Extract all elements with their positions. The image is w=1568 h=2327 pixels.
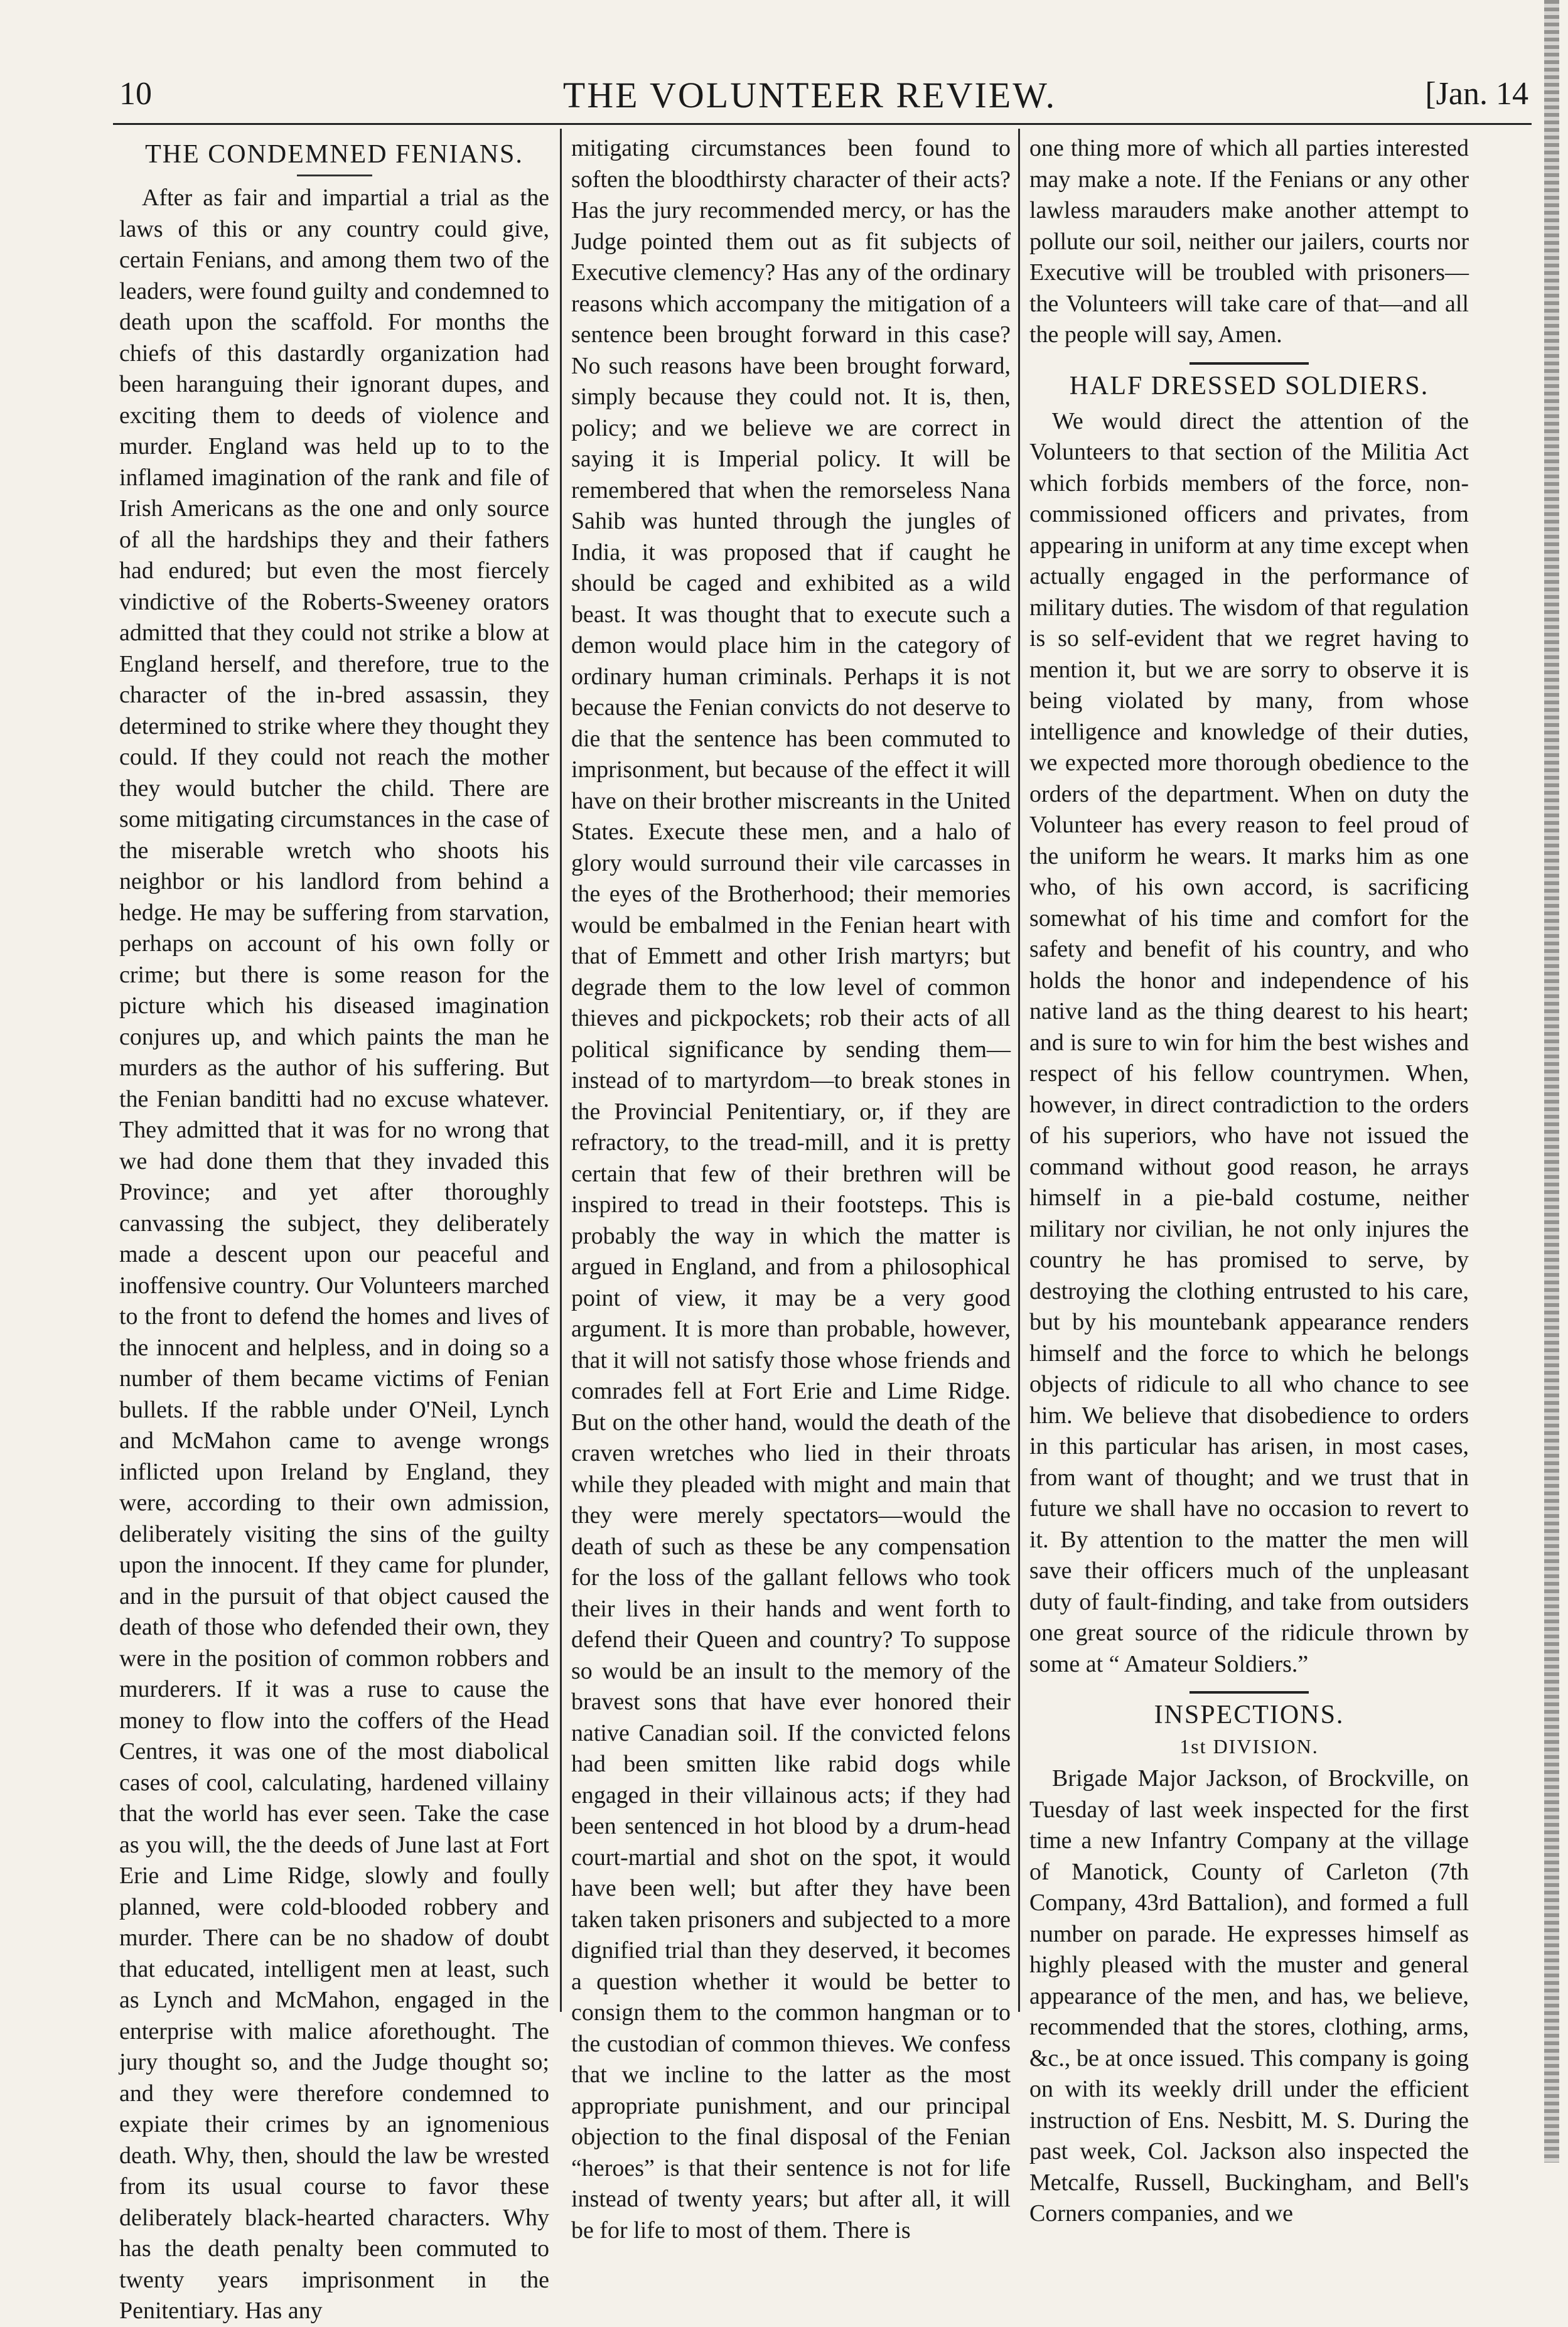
article-body-end: one thing more of which all parties interested may make a note. If the Fenians or any other lawless marauders make another attempt to pollute our soil, neither our jailers, courts nor Executive will be troubled with prisoners—the Volunteers will take care of that—and all the people will say, Amen.: [1029, 135, 1469, 348]
article-body: After as fair and impartial a trial as the laws of this or any country could give, certain Fenians, and among them two of the leaders, were found guilty and condemned to death upon the scaffold. For months the chiefs of this dastardly organization had been haranguing their ignorant dupes, and exciting them to deeds of violence and murder. England was held up to to the inflamed imagination of the rank and file of Irish Americans as the one and only source of all the hardships they and their fathers had endured; but even the most fiercely vindictive of the Roberts-Sweeney orators admitted that they could not strike a blow at England herself, and therefore, true to the character of the in-bred assassin, they determined to strike where they thought they could. If they could not reach the mother they would butcher the child. There are some mitigating circumstances in the case of the miserable wretch who shoots his neighbor or his landlord from behind a hedge. He may be suffering from starvation, perhaps on account of his own folly or crime; but there is some reason for the picture which his diseased imagination conjures up, and which paints the man he murders as the author of his suffering. But the Fenian banditti had no excuse whatever. They admitted that it was for no wrong that we had done them that they invaded this Province; and yet after thoroughly canvassing the subject, they deliberately made a descent upon our peaceful and inoffensive country. Our Volunteers marched to the front to defend the homes and lives of the innocent and helpless, and in doing so a number of them became victims of Fenian bullets. If the rabble under O'Neil, Lynch and McMahon came to avenge wrongs inflicted upon Ireland by England, they were, according to their own admission, deliberately visiting the sins of the guilty upon the innocent. If they came for plunder, and in the pursuit of that object caused the death of those who defended their own, they were in the position of common robbers and murderers. If it was a ruse to cause the money to flow into the coffers of the Head Centres, it was one of the most diabolical cases of cool, calculating, hardened villainy that the world has ever seen. Take the case as you will, the the deeds of June last at Fort Erie and Lime Ridge, slowly and foully planned, were cold-blooded robbery and murder. There can be no shadow of doubt that educated, intelligent men at least, such as Lynch and McMahon, engaged in the enterprise with malice aforethought. The jury thought so, and the Judge thought so; and they were therefore condemned to expiate their crimes by an ignomenious death. Why, then, should the law be wrested from its usual course to favor these deliberately black-hearted characters. Why has the death penalty been commuted to twenty years imprisonment in the Penitentiary. Has any: [119, 185, 549, 2324]
section-ornament: [1189, 1691, 1309, 1694]
column-1: [119, 133, 549, 2324]
section-ornament: [1189, 362, 1309, 365]
subheading-division: 1st DIVISION.: [1179, 1735, 1319, 1758]
heading-rule: [297, 175, 372, 176]
article-body: We would direct the attention of the Volunteers to that section of the Militia Act which forbids members of the force, non-commissioned officers and privates, from appearing in uniform at any time except when actually engaged in the performance of military duties. The wisdom of that regulation is so self-evident that we regret having to mention it, but we are sorry to observe it is being violated by many, from whose intelligence and knowledge of their duties, we expected more thorough obedience to the orders of the department. When on duty the Volunteer has every reason to feel proud of the uniform he wears. It marks him as one who, of his own accord, is sacrificing somewhat of his time and comfort for the safety and benefit of his country, and who holds the honor and independence of his native land as the thing dearest to his heart; and is sure to win for him the best wishes and respect of his fellow countrymen. When, however, in direct contradiction to the orders of his superiors, who have not issued the command without good reason, he arrays himself in a pie-bald costume, neither military nor civilian, he not only injures the country he has promised to serve, by destroying the clothing entrusted to his care, but by his mountebank appearance renders himself and the force to which he belongs objects of ridicule to all who chance to see him. We believe that disobedience to orders in this particular has arisen, in most cases, from want of thought; and we trust that in future we shall have no occasion to revert to it. By attention to the matter the men will save their officers much of the unpleasant duty of fault-finding, and take from outsiders one great source of the ridicule thrown by some at “ Amateur Soldiers.”: [1029, 407, 1469, 1677]
article-heading: THE CONDEMNED FENIANS.: [145, 140, 524, 169]
column-3: [1029, 133, 1469, 2227]
page-number: 10: [119, 76, 152, 112]
masthead-title: THE VOLUNTEER REVIEW.: [562, 75, 1057, 116]
page-header: [75, 69, 1544, 126]
article-heading-inspections: INSPECTIONS.: [1154, 1701, 1345, 1729]
article-body: Brigade Major Jackson, of Brockville, on Tuesday of last week inspected for the first time a new Infantry Company at the village of Manotick, County of Carleton (7th Company, 43rd Battalion), and formed a full number on parade. He expresses himself as highly pleased with the muster and general appearance of the men, and has, we believe, recommended that the stores, clothing, arms, &c., be at once issued. This company is going on with its weekly drill under the efficient instruction of Ens. Nesbitt, M. S. During the past week, Col. Jackson also inspected the Metcalfe, Russell, Buckingham, and Bell's Corners companies, and we: [1029, 1765, 1469, 2227]
issue-date: [Jan. 14: [1425, 76, 1528, 112]
column-divider: [560, 129, 562, 2012]
header-rule: [113, 123, 1532, 125]
page-edge-binding: [1544, 0, 1559, 2163]
column-divider: [1018, 129, 1020, 2012]
article-body-continued: mitigating circumstances been found to soften the bloodthirsty character of their acts? Has the jury recommended mercy, or has the Judge pointed them out as fit subjects of Executive clemency? Has any of the ordinary reasons which accompany the mitigation of a sentence been brought forward in this case? No such reasons have been brought forward, simply because they could not. It is, then, policy; and we believe we are correct in saying it is Imperial policy. It will be remembered that when the remorseless Nana Sahib was hunted through the jungles of India, it was proposed that if caught he should be caged and exhibited as a wild beast. It was thought that to execute such a demon would place him in the category of ordinary human criminals. Perhaps it is not because the Fenian convicts do not deserve to die that the sentence has been commuted to imprisonment, but because of the effect it will have on their brother miscreants in the United States. Execute these men, and a halo of glory would surround their vile carcasses in the eyes of the Brotherhood; their memories would be embalmed in the Fenian heart with that of Emmett and other Irish martyrs; but degrade them to the low level of common thieves and pickpockets; rob their acts of all political significance by sending them—instead of to martyrdom—to break stones in the Provincial Penitentiary, or, if they are refractory, to the tread-mill, and it is pretty certain that few of their brethren will be inspired to tread in their footsteps. This is probably the way in which the matter is argued in England, and from a philosophical point of view, it may be a very good argument. It is more than probable, however, that it will not satisfy those whose friends and comrades fell at Fort Erie and Lime Ridge. But on the other hand, would the death of the craven wretches who lied in their throats while they pleaded with might and main that they were merely spectators—would the death of such as these be any compensation for the loss of the gallant fellows who took their lives in their hands and went forth to defend their Queen and country? To suppose so would be an insult to the memory of the bravest sons that have ever honored their native Canadian soil. If the convicted felons had been smitten like rabid dogs while engaged in their villainous acts; if they had been sentenced in hot blood by a drum-head court-martial and shot on the spot, it would have been well; but after they have been taken taken prisoners and subjected to a more dignified trial than they deserved, it becomes a question whether it would be better to consign them to the common hangman or to the custodian of common thieves. We confess that we incline to the latter as the most appropriate punishment, and our principal objection to the final disposal of the Fenian “heroes” is that their sentence is not for life instead of twenty years; but after all, it will be for life to most of them. There is: [571, 135, 1011, 2244]
article-heading-half-dressed-soldiers: HALF DRESSED SOLDIERS.: [1069, 371, 1429, 400]
column-2: [571, 133, 1011, 2244]
